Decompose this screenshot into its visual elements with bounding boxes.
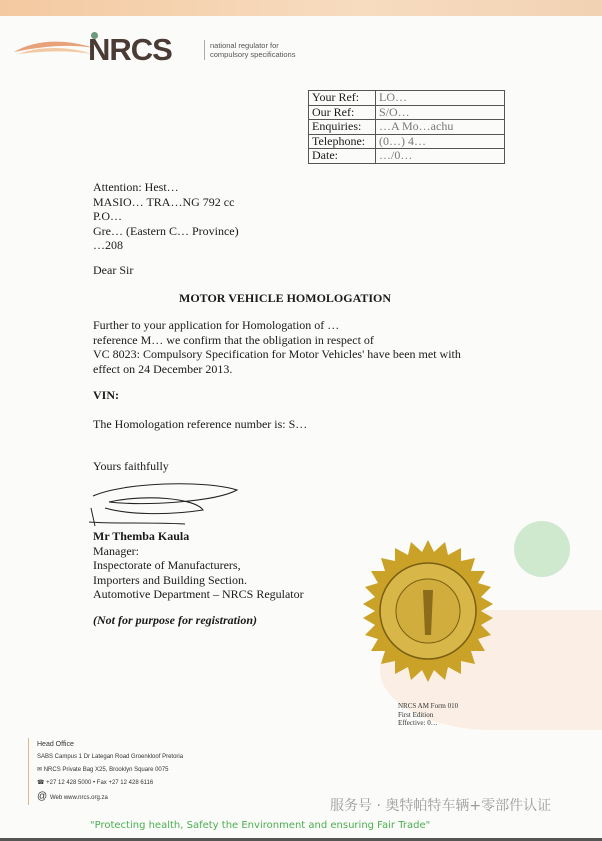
ref-row <box>309 120 505 135</box>
footer-postal <box>37 764 183 777</box>
ref-value: …A Mo…achu <box>376 120 505 135</box>
disclaimer: (Not for purpose for registration) <box>93 613 258 627</box>
logo-subtitle <box>210 41 295 59</box>
at-icon: @ <box>37 791 50 802</box>
ref-label: Telephone: <box>309 134 376 149</box>
address-line: …208 <box>93 238 123 252</box>
signatory-title: Automotive Department – NRCS Regulator <box>93 587 304 601</box>
footer-web-link[interactable]: Web www.nrcs.org.za <box>49 795 108 801</box>
ref-row <box>309 149 505 164</box>
ref-label: Your Ref: <box>309 91 376 106</box>
body-line: VC 8023: Compulsory Specification for Motor Vehicles' have been met with <box>93 347 461 361</box>
logo-swoosh-icon <box>14 36 94 58</box>
address-line: P.O… <box>93 209 123 223</box>
footer-postal-text: NRCS Private Bag X25, Brooklyn Square 0075 <box>43 767 169 773</box>
body-line: Further to your application for Homologation of … <box>93 318 340 332</box>
green-circle-decoration <box>514 521 570 577</box>
gold-seal-icon <box>357 540 499 682</box>
reference-table <box>308 90 505 164</box>
footer-phone-text: +27 12 428 5000 • Fax +27 12 428 6116 <box>46 780 154 786</box>
address-line: Gre… (Eastern C… Province) <box>93 223 239 238</box>
footer-phone <box>37 777 183 790</box>
signatory-title: Inspectorate of Manufacturers, <box>93 558 241 572</box>
top-color-strip <box>0 0 602 16</box>
logo-text: NRCS <box>88 32 172 67</box>
ref-row <box>309 91 505 106</box>
envelope-icon: ✉ <box>37 767 44 773</box>
ref-value: S/O… <box>376 105 505 120</box>
closing: Yours faithfully <box>93 459 169 473</box>
footer-web <box>37 790 183 805</box>
ref-label: Enquiries: <box>309 120 376 135</box>
signatory-name: Mr Themba Kaula <box>93 529 190 543</box>
address-line: Attention: Hest… <box>93 180 179 194</box>
logo-subtitle-line: compulsory specifications <box>210 50 296 59</box>
signatory-block <box>93 529 304 602</box>
footer-slogan: "Protecting health, Safety the Environment and ensuring Fair Trade" <box>90 820 431 831</box>
watermark: 服务号 · 奥特帕特车辆+零部件认证 <box>330 798 552 814</box>
footer-heading: Head Office <box>37 741 74 748</box>
logo-divider <box>204 40 205 60</box>
ref-value: LO… <box>376 91 505 106</box>
body-paragraph <box>93 318 493 376</box>
signatory-title: Importers and Building Section. <box>93 572 247 587</box>
ref-value: (0…) 4… <box>376 134 505 149</box>
form-info-line: NRCS AM Form 010 <box>398 702 459 710</box>
logo-subtitle-line: national regulator for <box>210 41 279 50</box>
phone-icon: ☎ <box>37 780 47 786</box>
ref-value: …/0… <box>376 149 505 164</box>
form-info <box>398 702 458 728</box>
ref-row <box>309 105 505 120</box>
vin-label: VIN: <box>93 388 119 402</box>
subject-heading: MOTOR VEHICLE HOMOLOGATION <box>179 291 392 305</box>
body-line: reference M… we confirm that the obligation in respect of <box>93 332 374 347</box>
footer-address: SABS Campus 1 Dr Lategan Road Groenkloof Pretoria <box>37 754 184 760</box>
footer-contact <box>28 738 183 805</box>
recipient-address <box>93 180 239 253</box>
form-info-line: Effective: 0… <box>398 719 438 727</box>
form-info-line: First Edition <box>398 710 434 719</box>
signatory-title: Manager: <box>93 543 139 558</box>
ref-label: Date: <box>309 149 376 164</box>
salutation: Dear Sir <box>93 263 134 277</box>
address-line: MASIO… TRA…NG 792 cc <box>93 194 235 209</box>
homologation-number: The Homologation reference number is: S… <box>93 417 308 431</box>
body-line: effect on 24 December 2013. <box>93 361 233 376</box>
ref-label: Our Ref: <box>309 105 376 120</box>
ref-row <box>309 134 505 149</box>
signature-image <box>85 476 245 528</box>
